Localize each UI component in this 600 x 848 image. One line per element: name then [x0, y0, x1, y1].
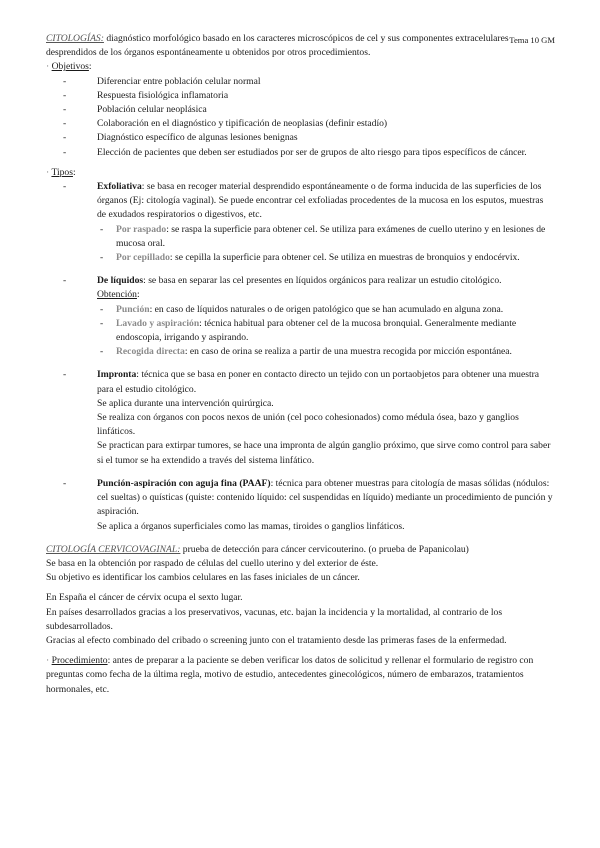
tipos-label: Tipos — [51, 166, 73, 178]
tipos-heading — [46, 166, 554, 180]
dash-marker: - — [100, 317, 104, 329]
paaf-term: Punción-aspiración con aguja fina (PAAF) — [97, 477, 271, 489]
dash-marker: - — [63, 104, 67, 116]
procedimiento-label: Procedimiento — [51, 655, 108, 667]
sub-term: Por cepillado — [116, 252, 170, 264]
procedimiento-paragraph — [46, 654, 554, 697]
exfoliativa-term: Exfoliativa — [97, 181, 142, 193]
impronta-line: Se aplica durante una intervención quirúrgica. — [97, 397, 274, 409]
impronta-text: : técnica que se basa en poner en contacto directo un tejido con un portaobjetos para obtener una muestra para el estudio citológico. — [97, 369, 540, 395]
exfoliativa-sub — [46, 223, 554, 251]
dash-marker: - — [63, 275, 67, 287]
objetivo-item: - Respuesta fisiológica inflamatoria — [46, 89, 554, 103]
procedimiento-text: : antes de preparar a la paciente se deben verificar los datos de solicitud y rellenar el formulario de registro con preguntas como fecha de la última regla, motivo de estudio, antecedentes ginecológicos, número de embarazos, tratamientos hormonales, etc. — [46, 655, 534, 695]
objetivo-item: - Colaboración en el diagnóstico y tipificación de neoplasias (definir estadío) — [46, 117, 554, 131]
liquidos-sub — [46, 317, 554, 345]
sub-term: Recogida directa — [116, 346, 185, 358]
sub-term: Punción — [116, 303, 150, 315]
liquidos-sub — [46, 303, 554, 317]
objetivos-label: Objetivos — [51, 61, 89, 73]
topic-header: Tema 10 GM — [509, 35, 555, 45]
bullet-dot: · — [46, 655, 50, 667]
liquidos-text: : se basa en separar las cel presentes en líquidos orgánicos para realizar un estudio citológico. — [143, 275, 502, 287]
objetivo-item: - Elección de pacientes que deben ser estudiados por ser de grupos de alto riesgo para tipos específicos de cáncer. — [46, 146, 554, 160]
sub-term: Por raspado — [116, 223, 167, 235]
cervico-para: En países desarrollados gracias a los preservativos, vacunas, etc. bajan la incidencia y la mortalidad, al contrario de los subdesarrollados. — [46, 606, 503, 632]
objetivos-heading — [46, 60, 554, 74]
sub-term: Lavado y aspiración — [116, 317, 200, 329]
liquidos-term: De líquidos — [97, 275, 144, 287]
dash-marker: - — [100, 346, 104, 358]
dash-marker: - — [63, 89, 67, 101]
tipo-liquidos: - De líquidos: se basa en separar las cel presentes en líquidos orgánicos para realizar un estudio citológico. Obtención: — [63, 275, 502, 301]
objetivos-colon: : — [88, 61, 92, 73]
impronta-line: Se practican para extirpar tumores, se hace una impronta de algún ganglio próximo, que sirve como control para saber si el tumor se ha extendido a través del sistema linfático. — [97, 440, 551, 466]
dash-marker: - — [100, 223, 104, 235]
citologias-title: CITOLOGÍAS: — [46, 33, 104, 44]
paaf-line: Se aplica a órganos superficiales como las mamas, tiroides o ganglios linfáticos. — [97, 520, 405, 532]
sub-text: : se cepilla la superficie para obtener cel. Se utiliza en muestras de bronquios y endocérvix. — [169, 252, 520, 264]
cervico-para: En España el cáncer de cérvix ocupa el sexto lugar. — [46, 592, 243, 604]
sub-text: : en caso de orina se realiza a partir de una muestra recogida por micción espontánea. — [184, 346, 512, 358]
tipos-colon: : — [72, 166, 76, 178]
tipo-exfoliativa — [46, 180, 554, 223]
impronta-term: Impronta — [97, 369, 137, 381]
bullet-dot: · — [46, 166, 50, 178]
bullet-dot: · — [46, 61, 50, 73]
liquidos-sub — [46, 345, 554, 359]
cervico-heading — [46, 543, 554, 557]
objetivo-item: - Diferenciar entre población celular normal — [46, 75, 554, 89]
cervico-line: Se basa en la obtención por raspado de células del cuello uterino y del exterior de éste. — [46, 557, 379, 569]
dash-marker: - — [63, 181, 67, 193]
objetivo-item: - Población celular neoplásica — [46, 103, 554, 117]
obtencion-label: Obtención — [97, 289, 137, 301]
dash-marker: - — [63, 118, 67, 130]
dash-marker: - — [63, 132, 67, 144]
cervico-text: prueba de detección para cáncer cervicouterino. (o prueba de Papanicolau) — [180, 543, 469, 555]
exfoliativa-sub — [46, 251, 554, 265]
cervico-title: CITOLOGÍA CERVICOVAGINAL: — [46, 543, 181, 555]
dash-marker: - — [100, 303, 104, 315]
intro-paragraph — [46, 32, 554, 60]
intro-text: diagnóstico morfológico basado en los caracteres microscópicos de cel y sus componentes extracelulares desprendidos de los órganos espontáneamente u obtenidos por otros procedimientos. — [46, 33, 509, 59]
tipo-paaf — [46, 477, 554, 534]
tipo-impronta — [46, 368, 554, 467]
dash-marker: - — [63, 146, 67, 158]
dash-marker: - — [63, 369, 67, 381]
dash-marker: - — [63, 75, 67, 87]
cervico-line: Su objetivo es identificar los cambios celulares en las fases iniciales de un cáncer. — [46, 572, 360, 584]
cervico-para: Gracias al efecto combinado del cribado o screening junto con el tratamiento desde las primeras fases de la enfermedad. — [46, 634, 507, 646]
impronta-line: Se realiza con órganos con pocos nexos de unión (cel poco cohesionados) como médula ósea, bazo y ganglios linfáticos. — [97, 412, 519, 438]
sub-text: : en caso de líquidos naturales o de origen patológico que se han acumulado en alguna zona. — [149, 303, 504, 315]
dash-marker: - — [63, 477, 67, 489]
objetivo-item: - Diagnóstico específico de algunas lesiones benignas — [46, 131, 554, 145]
sub-text: : se raspa la superficie para obtener cel. Se utiliza para exámenes de cuello uterino y en lesiones de mucosa oral. — [116, 223, 546, 249]
dash-marker: - — [100, 252, 104, 264]
paaf-text: : técnica para obtener muestras para citología de masas sólidas (nódulos: cel sueltas) o quísticas (quiste: contenido líquido: cel suspendidas en líquido) mediante un procedimiento de punción y aspiración. — [97, 477, 553, 518]
exfoliativa-text: : se basa en recoger material desprendido espontáneamente o de forma inducida de las superficies de los órganos (Ej: citología vaginal). Se puede encontrar cel exfoliadas procedentes de la mucosa en los esputos, muestras de exudados respiratorios o digestivos, etc. — [97, 181, 544, 221]
sub-text: : técnica habitual para obtener cel de la mucosa bronquial. Generalmente mediante endoscopia, irrigando y aspirando. — [116, 317, 517, 344]
